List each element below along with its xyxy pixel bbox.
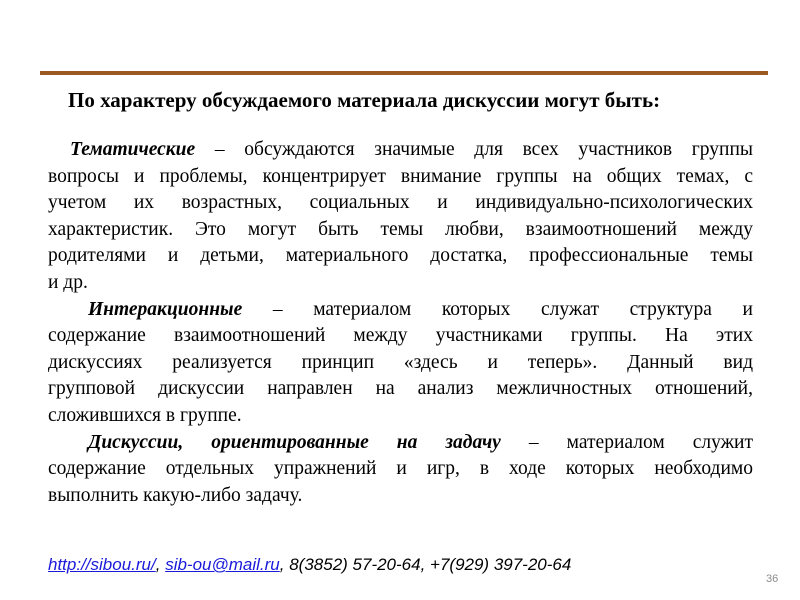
contact-footer	[48, 555, 571, 575]
separator: ,	[155, 555, 166, 574]
text-line: учетом их возрастных, социальных и индивидуально-психологических	[48, 192, 753, 214]
text-line: родителями и детьми, материального достатка, профессиональные темы	[48, 245, 753, 267]
term-interactional: Интеракционные	[88, 298, 243, 320]
paragraph-first-line	[48, 297, 753, 324]
slide-body	[48, 137, 753, 509]
term-thematic: Тематические	[70, 139, 196, 160]
text-line: характеристик. Это могут быть темы любви, взаимоотношений между	[48, 218, 753, 240]
text-line: выполнить какую-либо задачу.	[48, 484, 303, 506]
text-line: дискуссиях реализуется принцип «здесь и теперь». Данный вид	[48, 351, 753, 373]
text-line: сложившихся в группе.	[48, 404, 242, 426]
line-text: – обсуждаются значимые для всех участников группы	[195, 139, 753, 160]
text-line: содержание отдельных упражнений и игр, в ходе которых необходимо	[48, 458, 753, 480]
website-link[interactable]: http://sibou.ru/	[48, 555, 156, 574]
line-text: – материалом которых служат структура и	[242, 298, 753, 320]
paragraph-first-line	[48, 430, 753, 457]
text-line: содержание взаимоотношений между участниками группы. На этих	[48, 325, 753, 347]
paragraph-first-line	[48, 137, 753, 164]
slide-title: По характеру обсуждаемого материала дискуссии могут быть:	[68, 88, 661, 112]
email-link[interactable]: sib-ou@mail.ru	[165, 555, 280, 574]
header-divider	[40, 71, 768, 75]
text-line: и др.	[48, 271, 88, 293]
text-line: групповой дискуссии направлен на анализ межличностных отношений,	[48, 378, 753, 400]
term-task-oriented: Дискуссии, ориентированные на задачу	[88, 431, 501, 453]
page-number: 36	[766, 573, 779, 585]
phone-numbers: , 8(3852) 57-20-64, +7(929) 397-20-64	[279, 555, 572, 574]
line-text: – материалом служит	[500, 431, 753, 453]
text-line: вопросы и проблемы, концентрирует внимание группы на общих темах, с	[48, 165, 753, 187]
